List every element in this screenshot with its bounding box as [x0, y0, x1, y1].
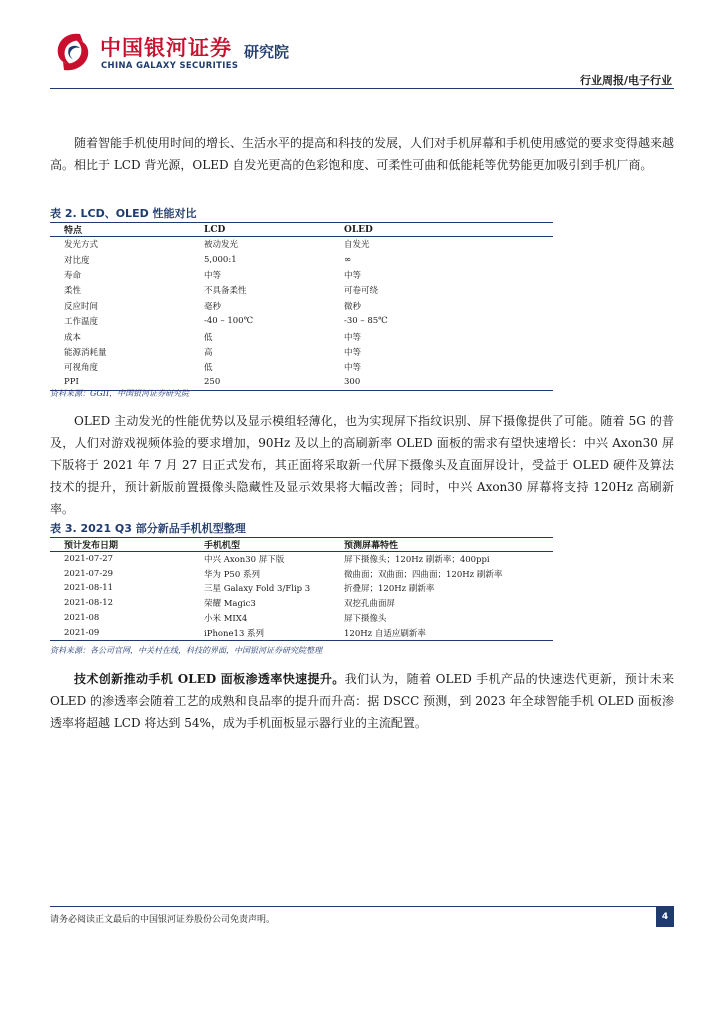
table-row — [50, 625, 553, 640]
table-header-cell: LCD — [190, 223, 330, 237]
table-cell: 120Hz 自适应刷新率 — [330, 625, 553, 640]
table-cell: 2021-08-11 — [64, 583, 114, 594]
table-row — [50, 566, 553, 581]
body-paragraph-2: OLED 主动发光的性能优势以及显示模组轻薄化，也为实现屏下指纹识别、屏下摄像提供了可能。随着 5G 的普及，人们对游戏视频体验的要求增加，90Hz 及以上的高刷新率 OLED 面板的需求有望快速增长：中兴 Axon30 屏下版将于 2021 年 7 月 27 日正式发布，其正面将采取新一代屏下摄像头及直面屏设计，受益于 OLED 硬件及算法技术的提升，预计新版前置摄像头隐藏性及显示效果将大幅改善；同时，中兴 Axon30 屏幕将支持 120Hz 高刷新率。 — [50, 414, 674, 516]
page-number: 4 — [656, 907, 674, 927]
table-cell: 中等 — [344, 332, 362, 343]
table-cell: 2021-07-27 — [64, 554, 114, 565]
table-row — [50, 344, 553, 359]
table-cell: 中等 — [204, 270, 222, 281]
table-cell: PPI — [50, 375, 190, 390]
table1-title: 表 2. LCD、OLED 性能对比 — [50, 207, 197, 220]
table-row — [50, 360, 553, 375]
table-header-row — [50, 223, 553, 237]
table-row — [50, 596, 553, 611]
table-cell: -30 – 85℃ — [344, 316, 388, 327]
table-cell: 工作温度 — [64, 317, 99, 328]
table-row — [50, 237, 553, 252]
table-cell: 屏下摄像头；120Hz 刷新率；400ppi — [344, 555, 490, 566]
table-cell: 柔性 — [64, 286, 82, 297]
footer-divider — [50, 906, 674, 907]
table-header-cell: OLED — [330, 223, 553, 237]
logo-department: 研究院 — [244, 43, 290, 61]
table-cell: 双挖孔曲面屏 — [344, 599, 396, 610]
table-cell: iPhone13 系列 — [190, 625, 330, 640]
footer-disclaimer: 请务必阅读正文最后的中国银河证券股份公司免责声明。 — [50, 915, 276, 925]
header-divider — [50, 88, 674, 89]
table-cell: 中等 — [344, 363, 362, 374]
table-row — [50, 298, 553, 313]
table2-source-note: 资料来源：各公司官网，中关村在线，科技的界面，中国银河证券研究院整理 — [50, 646, 322, 655]
table-cell: 被动发光 — [204, 240, 239, 251]
table-cell: 2021-09 — [50, 625, 190, 640]
table-cell: 反应时间 — [64, 301, 99, 312]
table-header-cell: 手机机型 — [190, 538, 330, 552]
table-cell: 中等 — [344, 347, 362, 358]
table-cell: 中兴 Axon30 屏下版 — [204, 555, 285, 566]
table-cell: 中等 — [344, 270, 362, 281]
table-cell: 发光方式 — [64, 240, 99, 251]
table-header-row — [50, 538, 553, 552]
table-cell: 毫秒 — [204, 301, 222, 312]
table-header-cell: 预计发布日期 — [50, 538, 190, 552]
table-cell: 高 — [204, 347, 213, 358]
table-cell: 对比度 — [64, 255, 90, 266]
table-row — [50, 283, 553, 298]
table-cell: 自发光 — [344, 240, 370, 251]
logo-chinese-name: 中国银河证券 — [100, 36, 232, 60]
table-cell: 折叠屏；120Hz 刷新率 — [344, 584, 435, 595]
table-cell: 成本 — [64, 332, 82, 343]
company-logo — [50, 30, 370, 78]
table-row — [50, 313, 553, 328]
table-cell: 低 — [204, 363, 213, 374]
table-cell: 屏下摄像头 — [344, 614, 387, 625]
table-cell: 能源消耗量 — [64, 347, 107, 358]
table-cell: ∞ — [344, 254, 352, 265]
table-row — [50, 611, 553, 626]
paragraph-lead-sentence: 技术创新推动手机 OLED 面板渗透率快速提升。 — [74, 672, 345, 686]
report-category-tag: 行业周报/电子行业 — [579, 74, 672, 87]
body-paragraph-3 — [50, 668, 674, 734]
table2-title: 表 3. 2021 Q3 部分新品手机机型整理 — [50, 522, 246, 535]
logo-english-name: CHINA GALAXY SECURITIES — [101, 60, 239, 70]
table1-source-note: 资料来源：GGII，中国银河证券研究院 — [50, 389, 190, 398]
table-cell: 5,000:1 — [204, 254, 237, 265]
table-cell: 低 — [204, 332, 213, 343]
table-cell: 荣耀 Magic3 — [204, 599, 256, 610]
table-cell: 2021-07-29 — [64, 568, 114, 579]
page-header — [0, 0, 724, 92]
paragraph-body-text: 我们认为，随着 OLED 手机产品的快速迭代更新，预计未来 OLED 的渗透率会随着工艺的成熟和良品率的提升而升高：据 DSCC 预测，到 2023 年全球智能手机 OLED 面板渗透率将超越 LCD 将达到 54%，成为手机面板显示器行业的主流配置。 — [50, 672, 674, 730]
table-cell: 2021-08 — [64, 613, 100, 624]
table-cell: 华为 P50 系列 — [204, 569, 260, 580]
table-cell: 250 — [190, 375, 330, 390]
table-row — [50, 329, 553, 344]
body-paragraph-1: 随着智能手机使用时间的增长、生活水平的提高和科技的发展，人们对手机屏幕和手机使用感觉的要求变得越来越高。相比于 LCD 背光源，OLED 自发光更高的色彩饱和度、可柔性可曲和低能耗等优势能更加吸引到手机厂商。 — [50, 136, 675, 172]
table-cell: 300 — [330, 375, 553, 390]
table-row — [50, 252, 553, 267]
table-row — [50, 267, 553, 282]
table-cell: -40 – 100℃ — [204, 316, 254, 327]
table-header-cell: 特点 — [50, 223, 190, 237]
table-row — [50, 581, 553, 596]
table-row — [50, 552, 553, 567]
table-cell: 微曲面；双曲面；四曲面；120Hz 刷新率 — [344, 569, 503, 580]
galaxy-logo-icon — [50, 30, 96, 74]
table-cell: 2021-08-12 — [64, 598, 114, 609]
table-cell: 寿命 — [64, 270, 82, 281]
table-cell: 不具备柔性 — [204, 286, 247, 297]
table-cell: 可视角度 — [64, 363, 99, 374]
table-cell: 微秒 — [344, 301, 362, 312]
table-cell: 三星 Galaxy Fold 3/Flip 3 — [204, 584, 311, 595]
lcd-oled-comparison-table — [50, 222, 553, 391]
table-cell: 可卷可绕 — [344, 286, 379, 297]
q3-phone-models-table — [50, 537, 553, 641]
table-header-cell: 预测屏幕特性 — [330, 538, 553, 552]
table-cell: 小米 MIX4 — [204, 614, 248, 625]
